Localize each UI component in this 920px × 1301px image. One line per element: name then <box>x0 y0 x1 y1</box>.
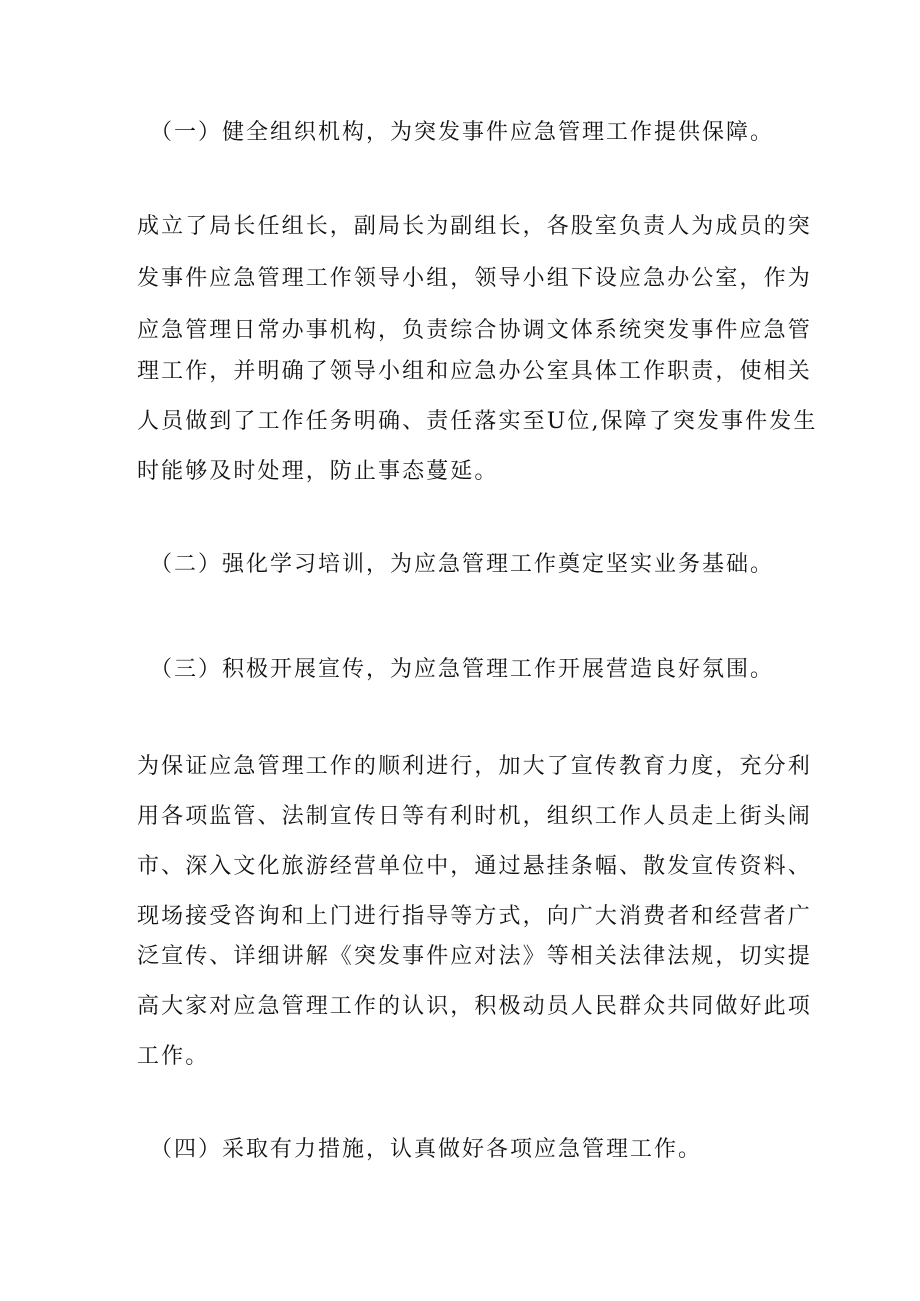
paragraph-line: 成立了局长任组长，副局长为副组长，各股室负责人为成员的突 <box>137 214 812 239</box>
paragraph-line: 高大家对应急管理工作的认识，积极动员人民群众共同做好此项 <box>137 994 812 1019</box>
paragraph-line: 理工作，并明确了领导小组和应急办公室具体工作职责，使相关 <box>137 359 812 384</box>
section-heading-1: （一）健全组织机构，为突发事件应急管理工作提供保障。 <box>150 120 775 145</box>
paragraph-line: 工作。 <box>137 1044 210 1069</box>
paragraph-line: 用各项监管、法制宣传日等有利时机，组织工作人员走上街头闹 <box>137 804 812 829</box>
paragraph-line: 为保证应急管理工作的顺利进行，加大了宣传教育力度，充分利 <box>137 754 812 779</box>
paragraph-line: 市、深入文化旅游经营单位中，通过悬挂条幅、散发宣传资料、 <box>137 854 812 879</box>
paragraph-line: 现场接受咨询和上门进行指导等方式，向广大消费者和经营者广 <box>137 904 812 929</box>
section-heading-2: （二）强化学习培训，为应急管理工作奠定坚实业务基础。 <box>150 552 775 577</box>
paragraph-line: 时能够及时处理，防止事态蔓延。 <box>137 459 499 484</box>
paragraph-line: 发事件应急管理工作领导小组，领导小组下设应急办公室，作为 <box>137 266 812 291</box>
paragraph-line: 人员做到了工作任务明确、责任落实至U位,保障了突发事件发生 <box>137 409 818 434</box>
paragraph-line: 应急管理日常办事机构，负责综合协调文体系统突发事件应急管 <box>137 318 812 343</box>
paragraph-line: 泛宣传、详细讲解《突发事件应对法》等相关法律法规，切实提 <box>137 944 812 969</box>
section-heading-4: （四）采取有力措施，认真做好各项应急管理工作。 <box>150 1137 703 1162</box>
section-heading-3: （三）积极开展宣传，为应急管理工作开展营造良好氛围。 <box>150 657 775 682</box>
